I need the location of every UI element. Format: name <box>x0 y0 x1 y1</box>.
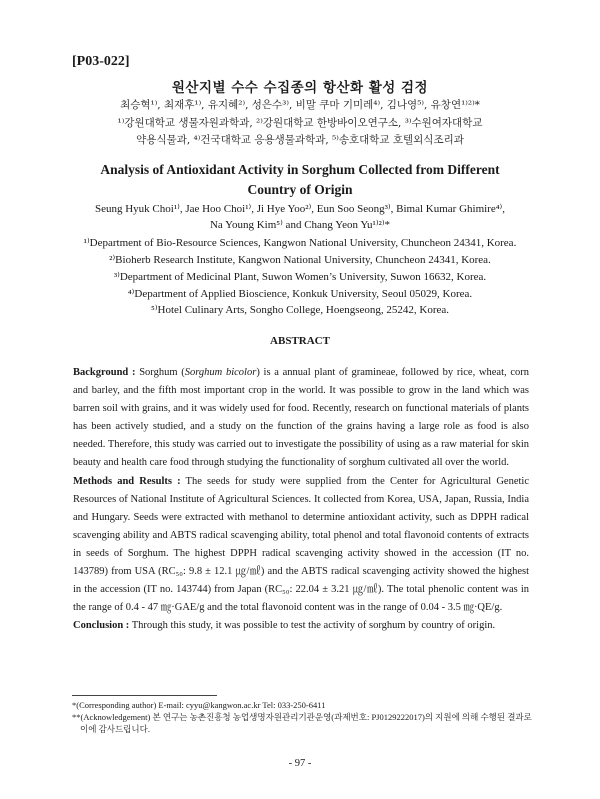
english-title: Analysis of Antioxidant Activity in Sorghum Collected from Different Country of Origin <box>100 162 500 197</box>
english-authors-line-1: Seung Hyuk Choi¹⁾, Jae Hoo Choi¹⁾, Ji Hye Yoo²⁾, Eun Soo Seong³⁾, Bimal Kumar Ghimire⁴⁾, <box>94 203 506 215</box>
affiliation-2: ²⁾Bioherb Research Institute, Kangwon National University, Chuncheon 24341, Korea. <box>109 254 491 266</box>
abstract-heading: ABSTRACT <box>270 335 330 347</box>
affiliation-4: ⁴⁾Department of Applied Bioscience, Konkuk University, Seoul 05029, Korea. <box>127 288 473 300</box>
korean-authors: 최승혁¹⁾, 최재후¹⁾, 유지혜²⁾, 성은수³⁾, 비말 쿠마 기미레⁴⁾, 김나영⁵⁾, 유창연¹⁾²⁾* <box>120 99 480 111</box>
page-number: - 97 - <box>288 758 312 769</box>
affiliation-3: ³⁾Department of Medicinal Plant, Suwon Women’s University, Suwon 16632, Korea. <box>113 271 487 283</box>
species-name: Sorghum bicolor <box>184 367 257 378</box>
methods-paragraph <box>73 473 529 618</box>
corresponding-author-footnote: *(Corresponding author) E-mail: cyyu@kangwon.ac.kr Tel: 033-250-6411 <box>72 700 326 710</box>
korean-affiliation-line-2: 약용식물과, ⁴⁾건국대학교 응용생물과학과, ⁵⁾송호대학교 호텔외식조리과 <box>136 134 464 146</box>
affiliation-1: ¹⁾Department of Bio-Resource Sciences, Kangwon National University, Chuncheon 24341, Korea. <box>83 237 517 249</box>
korean-title: 원산지별 수수 수집종의 항산화 활성 검정 <box>171 80 429 96</box>
conclusion-label: Conclusion : <box>73 620 130 632</box>
background-paragraph <box>73 364 529 473</box>
acknowledgement-footnote: **(Acknowledgement) 본 연구는 농촌진흥청 농업생명자원관리기관운영(과제번호: PJ0129222017)의 지원에 의해 수행된 결과로 이에 감사드립니다. <box>72 712 532 734</box>
english-authors-line-2: Na Young Kim⁵⁾ and Chang Yeon Yu¹⁾²⁾* <box>209 219 391 231</box>
conclusion-paragraph <box>73 617 529 635</box>
korean-affiliation-line-1: ¹⁾강원대학교 생물자원과학과, ²⁾강원대학교 한방바이오연구소, ³⁾수원여자대학교 <box>117 117 483 129</box>
background-text: ) is a annual plant of gramineae, followed by rice, wheat, corn and barley, and the fifth most important crop in the world. It was possible to grow in the land which was barren soil with grains, and it was widely used for food. Recently, research on functional materials of plants has been actively studied, and a study on the function of the grains having a large role as food is also needed. Therefore, this study was carried out to investigate the possibility of using as a raw material for skin beauty and health care food through studying the functionality of sorghum cultivated all over the world. <box>73 367 529 469</box>
background-text-pre: Sorghum ( <box>135 367 185 378</box>
affiliation-5: ⁵⁾Hotel Culinary Arts, Songho College, Hoengseong, 25242, Korea. <box>151 304 449 316</box>
methods-label: Methods and Results : <box>73 475 181 487</box>
methods-text: The seeds for study were supplied from the Center for Agricultural Genetic Resources of National Institute of Agricultural Sciences. It collected from Korea, USA, Japan, Russia, India and Hungary. Seeds were extracted with methanol to determine antioxidant activity, such as DPPH radical scavenging ability and ABTS radical scavenging ability, total phenol and total flavonoid contents of extracts in seeds of Sorghum. The highest DPPH radical scavenging activity showed in the accession (IT no. 143789) from USA (RC₅₀: 9.8 ± 12.1 ㎍/㎖) and the ABTS radical scavenging activity showed the highest in the accession (IT no. 143744) from Japan (RC₅₀: 22.04 ± 3.21 ㎍/㎖). The total phenolic content was in the range of 0.4 - 47 ㎎·GAE/g and the total flavonoid content was in the range of 0.04 - 3.5 ㎎·QE/g. <box>73 475 529 614</box>
background-label: Background : <box>73 367 136 378</box>
conclusion-text: Through this study, it was possible to test the activity of sorghum by country of origin. <box>129 620 496 632</box>
abstract-body <box>73 364 529 635</box>
abstract-code: [P03-022] <box>72 54 130 69</box>
footnote-divider <box>72 695 217 696</box>
